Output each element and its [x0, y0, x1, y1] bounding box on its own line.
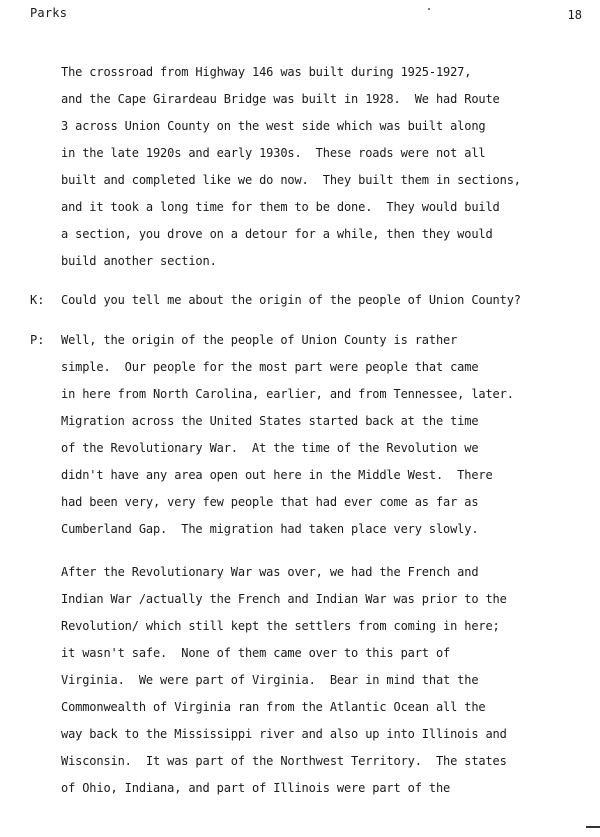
scan-speck: [428, 8, 430, 10]
text-line: Commonwealth of Virginia ran from the Atlantic Ocean all the: [61, 700, 486, 714]
text-line: After the Revolutionary War was over, we had the French and: [61, 565, 479, 579]
text-line: a section, you drove on a detour for a while, then they would: [61, 227, 493, 241]
page-number: 18: [567, 8, 582, 22]
text-line: of Ohio, Indiana, and part of Illinois were part of the: [61, 781, 451, 795]
interviewer-question: Could you tell me about the origin of the people of Union County?: [61, 293, 521, 307]
text-line: simple. Our people for the most part were people that came: [61, 360, 479, 374]
text-line: and the Cape Girardeau Bridge was built in 1928. We had Route: [61, 92, 500, 106]
text-line: had been very, very few people that had ever come as far as: [61, 495, 479, 509]
page-edge-mark: [586, 826, 600, 828]
header-interviewee-name: Parks: [30, 6, 68, 20]
speaker-label-p: P:: [30, 333, 45, 347]
text-line: Well, the origin of the people of Union County is rather: [61, 333, 458, 347]
text-line: Indian War /actually the French and Indian War was prior to the: [61, 592, 507, 606]
text-line: 3 across Union County on the west side which was built along: [61, 119, 486, 133]
text-line: The crossroad from Highway 146 was built during 1925-1927,: [61, 65, 472, 79]
text-line: it wasn't safe. None of them came over to this part of: [61, 646, 451, 660]
text-line: built and completed like we do now. They built them in sections,: [61, 173, 521, 187]
text-line: in here from North Carolina, earlier, and from Tennessee, later.: [61, 387, 514, 401]
text-line: Cumberland Gap. The migration had taken place very slowly.: [61, 522, 479, 536]
text-line: way back to the Mississippi river and also up into Illinois and: [61, 727, 507, 741]
text-line: Wisconsin. It was part of the Northwest Territory. The states: [61, 754, 507, 768]
speaker-label-k: K:: [30, 293, 45, 307]
text-line: didn't have any area open out here in the Middle West. There: [61, 468, 493, 482]
text-line: Migration across the United States started back at the time: [61, 414, 479, 428]
text-line: build another section.: [61, 254, 217, 268]
text-line: of the Revolutionary War. At the time of the Revolution we: [61, 441, 479, 455]
text-line: and it took a long time for them to be done. They would build: [61, 200, 500, 214]
text-line: in the late 1920s and early 1930s. These roads were not all: [61, 146, 486, 160]
text-line: Revolution/ which still kept the settlers from coming in here;: [61, 619, 500, 633]
text-line: Virginia. We were part of Virginia. Bear in mind that the: [61, 673, 479, 687]
